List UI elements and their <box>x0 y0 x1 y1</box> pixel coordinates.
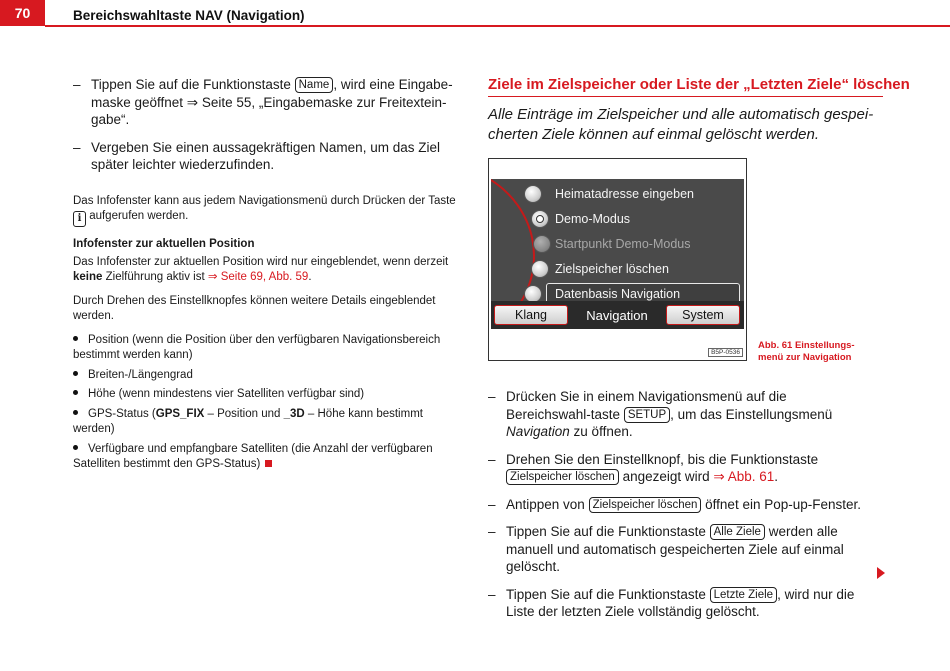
section-end-icon <box>265 460 272 467</box>
list-item: GPS-Status (GPS_FIX – Position und _3D – Höhe kann bestimmt werden) <box>73 407 423 435</box>
radio-disabled-icon <box>533 235 551 253</box>
zielspeicher-key: Zielspeicher löschen <box>589 497 702 513</box>
info-key-icon: i <box>73 211 86 227</box>
info-paragraph: Das Infofenster kann aus jedem Navigationsmenü durch Drücken der Taste i aufgerufen werden. <box>73 194 463 228</box>
setup-key: SETUP <box>624 407 670 423</box>
figure-caption: Abb. 61 Einstellungs-menü zur Navigation <box>758 340 855 363</box>
steps-list <box>488 388 873 631</box>
position-paragraph: Das Infofenster zur aktuellen Position wird nur eingeblendet, wenn derzeit keine Zielführung aktiv ist ⇒ Seite 69, Abb. 59. <box>73 255 449 283</box>
list-item: Position (wenn die Position über den verfügbaren Navigationsbereich bestimmt werden kann) <box>73 333 441 361</box>
bullet-icon <box>73 445 78 450</box>
radio-icon <box>524 185 542 203</box>
bullet-icon <box>73 390 78 395</box>
menu-item[interactable]: Zielspeicher löschen <box>555 262 669 276</box>
system-softkey[interactable]: System <box>666 305 740 325</box>
instruction-step: – Tippen Sie auf die Funktionstaste Alle Ziele werden alle manuell und automatisch gespeicherten Ziele auf einmal gelöscht. <box>488 523 873 576</box>
alle-ziele-key: Alle Ziele <box>710 524 765 540</box>
cross-reference-link[interactable]: ⇒ Seite 69, Abb. 59 <box>207 271 309 283</box>
turn-paragraph: Durch Drehen des Einstellknopfes können weitere Details eingeblendet werden. <box>73 294 436 322</box>
page-number: 70 <box>0 0 45 26</box>
menu-title: Navigation <box>586 307 648 323</box>
cross-reference-link[interactable]: ⇒ Abb. 61 <box>713 469 775 484</box>
header-rule <box>45 25 950 27</box>
figure-code: B5P-0536 <box>708 348 743 357</box>
radio-icon <box>531 260 549 278</box>
instruction-step: – Drücken Sie in einem Navigationsmenü auf die Bereichswahl-taste SETUP , um das Einstellungsmenü Navigation zu öffnen. <box>488 388 873 441</box>
instruction-step: – Drehen Sie den Einstellknopf, bis die Funktionstaste Zielspeicher löschen angezeigt wird ⇒ Abb. 61. <box>488 451 873 486</box>
page-title: Bereichswahltaste NAV (Navigation) <box>73 8 305 23</box>
bullet-icon <box>73 336 78 341</box>
name-key: Name <box>295 77 334 93</box>
lead-paragraph: Alle Einträge im Zielspeicher und alle automatisch gespei-cherten Ziele können auf einmal gelöscht werden. <box>488 106 874 143</box>
list-item: Breiten-/Längengrad <box>73 368 463 384</box>
bullet-icon <box>73 410 78 415</box>
list-item: Verfügbare und empfangbare Satelliten (die Anzahl der verfügbaren Satelliten bestimmt den GPS-Status) <box>73 442 433 470</box>
figure <box>488 158 747 361</box>
bullet-icon <box>73 371 78 376</box>
menu-item[interactable]: Demo-Modus <box>555 212 631 226</box>
instruction-step: – Tippen Sie auf die Funktionstaste Name , wird eine Eingabe-maske geöffnet ⇒ Seite 55, „Eingabemaske zur Freitextein-gabe“. <box>73 76 463 129</box>
instruction-step: – Tippen Sie auf die Funktionstaste Letzte Ziele , wird nur die Liste der letzten Ziele vollständig gelöscht. <box>488 586 873 621</box>
right-column <box>488 76 910 145</box>
list-item: Höhe (wenn mindestens vier Satelliten verfügbar sind) <box>73 387 463 403</box>
instruction-step: – Vergeben Sie einen aussagekräftigen Namen, um das Ziel später leichter wiederzufinden. <box>73 139 463 174</box>
menu-item: Startpunkt Demo-Modus <box>555 237 691 251</box>
menu-item[interactable]: Heimatadresse eingeben <box>555 187 694 201</box>
continue-arrow-icon <box>877 567 885 579</box>
section-heading: Ziele im Zielspeicher oder Liste der „Letzten Ziele“ löschen <box>488 76 883 97</box>
menu-item-selected[interactable]: Datenbasis Navigation <box>546 283 740 305</box>
softkey-bar <box>491 301 744 329</box>
subheading: Infofenster zur aktuellen Position <box>73 238 255 250</box>
radio-selected-icon <box>531 210 549 228</box>
instruction-step: – Antippen von Zielspeicher löschen öffnet ein Pop-up-Fenster. <box>488 496 873 514</box>
klang-softkey[interactable]: Klang <box>494 305 568 325</box>
letzte-ziele-key: Letzte Ziele <box>710 587 777 603</box>
zielspeicher-key: Zielspeicher löschen <box>506 469 619 485</box>
left-column <box>73 76 463 477</box>
infotainment-screen <box>491 179 744 329</box>
